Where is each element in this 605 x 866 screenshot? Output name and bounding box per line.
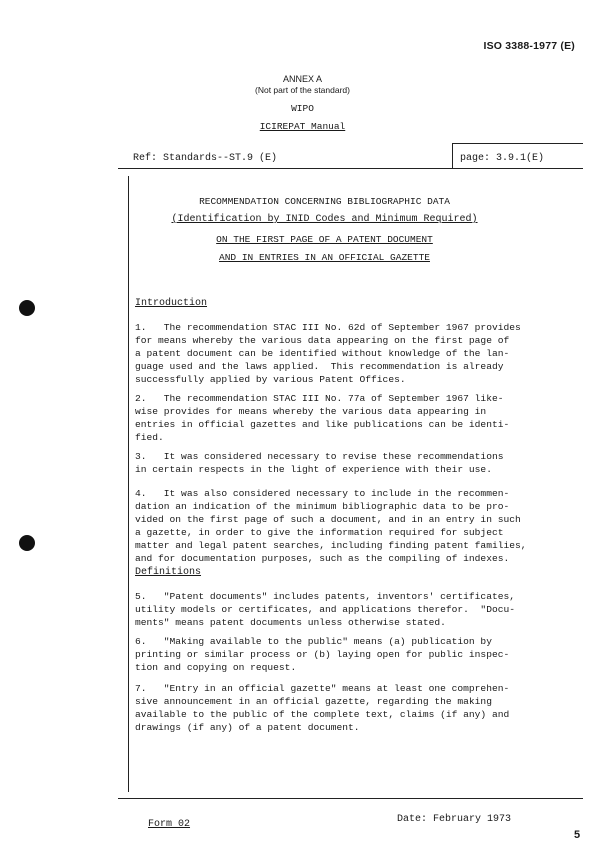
form-label: Form 02 [148, 819, 191, 830]
page-number: 5 [574, 829, 581, 841]
paragraph-2: 2. The recommendation STAC III No. 77a of September 1967 like- wise provides for means whereby the various data appearing in entries in official gazettes and like publications can be identi- fied. [135, 393, 510, 444]
paragraph-7: 7. "Entry in an official gazette" means at least one comprehen- sive announcement in an official gazette, regarding the making available to the public of the complete text, claims (if any) and drawings (if any) of a patent document. [135, 683, 510, 734]
annex-title: ANNEX A [282, 74, 322, 84]
footer-divider-line [118, 798, 583, 799]
manual-title: ICIREPAT Manual [259, 121, 346, 132]
annex-note: (Not part of the standard) [255, 85, 350, 95]
paragraph-6: 6. "Making available to the public" means (a) publication by printing or similar process or (b) laying open for public inspec- tion and copying on request. [135, 636, 510, 674]
page-reference: page: 3.9.1(E) [460, 153, 545, 164]
standard-number: ISO 3388-1977 (E) [483, 40, 575, 52]
paragraph-3: 3. It was considered necessary to revise these recommendations in certain respects in the light of experience with their use. [135, 451, 504, 476]
definitions-heading: Definitions [135, 567, 202, 578]
content-frame-left-line [128, 176, 129, 792]
punch-hole-top [19, 300, 35, 316]
recommendation-title-line4: AND IN ENTRIES IN AN OFFICIAL GAZETTE [219, 252, 430, 263]
recommendation-subtitle: (Identification by INID Codes and Minimum Required) [171, 214, 478, 225]
header-divider-line [118, 168, 583, 169]
organization-name: WIPO [291, 103, 314, 114]
introduction-heading: Introduction [135, 298, 208, 309]
paragraph-4: 4. It was also considered necessary to include in the recommen- dation an indication of the minimum bibliographic data to be pro- vided on the first page of such a document, and in an entry in such a gazette, in order to give the information required for subject matter and legal patent searches, including finding patent families, and for documentation purposes, such as the compiling of indexes. [135, 488, 527, 565]
recommendation-title: RECOMMENDATION CONCERNING BIBLIOGRAPHIC DATA [199, 196, 450, 207]
standard-reference: Ref: Standards--ST.9 (E) [133, 153, 278, 164]
date-label: Date: February 1973 [397, 814, 512, 825]
page-box-left-line [452, 143, 453, 169]
recommendation-title-line3: ON THE FIRST PAGE OF A PATENT DOCUMENT [216, 234, 433, 245]
page-box-top-line [452, 143, 583, 144]
paragraph-5: 5. "Patent documents" includes patents, inventors' certificates, utility models or certificates, and applications therefor. "Docu- ments" means patent documents unless otherwise stated. [135, 591, 515, 629]
punch-hole-bottom [19, 535, 35, 551]
paragraph-1: 1. The recommendation STAC III No. 62d of September 1967 provides for means whereby the various data appearing on the first page of a patent document can be identified without knowledge of the lan- guage used and the laws applied. This recommendation is already successfully applied by various Patent Offices. [135, 322, 521, 386]
